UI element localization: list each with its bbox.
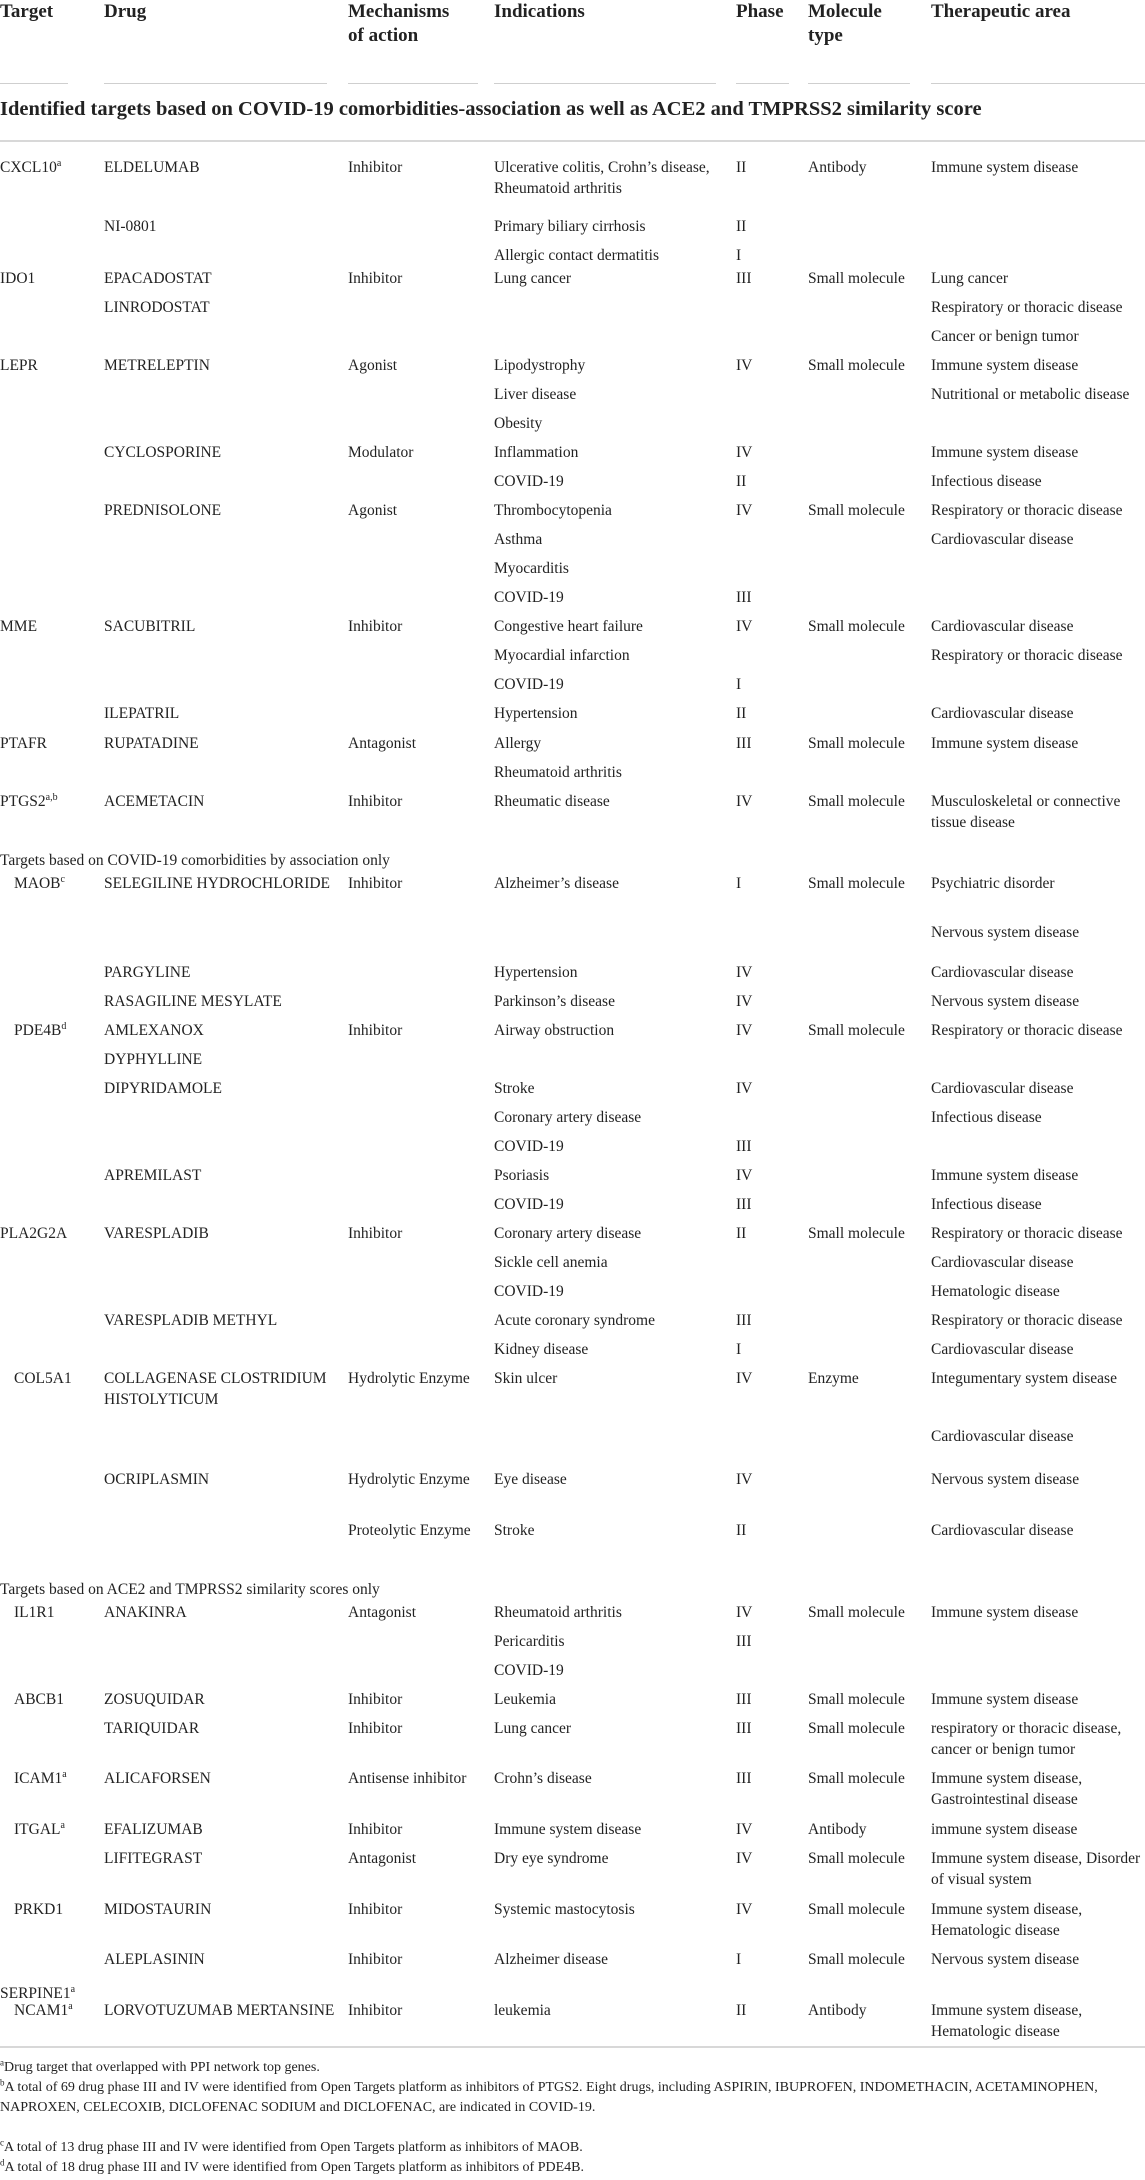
cell-area: Immune system disease bbox=[931, 1691, 1079, 1708]
column-header-drug: Drug bbox=[104, 1, 147, 22]
cell-area: Cardiovascular disease bbox=[931, 1522, 1074, 1539]
cell-ind: COVID-19 bbox=[494, 1196, 564, 1213]
cell-mol: Small molecule bbox=[808, 1850, 905, 1867]
cell-drug: COLLAGENASE CLOSTRIDIUM HISTOLYTICUM bbox=[104, 1370, 327, 1408]
cell-ind: COVID-19 bbox=[494, 473, 564, 490]
cell-phase: IV bbox=[736, 1022, 753, 1039]
cell-ind: Skin ulcer bbox=[494, 1370, 558, 1387]
cell-ind: Congestive heart failure bbox=[494, 618, 643, 635]
cell-drug: MIDOSTAURIN bbox=[104, 1901, 212, 1918]
cell-drug: ALICAFORSEN bbox=[104, 1770, 211, 1787]
cell-ind: Coronary artery disease bbox=[494, 1109, 642, 1126]
cell-mech: Inhibitor bbox=[348, 270, 403, 287]
cell-ind: Asthma bbox=[494, 531, 543, 548]
cell-ind: Kidney disease bbox=[494, 1341, 589, 1358]
cell-drug: CYCLOSPORINE bbox=[104, 444, 222, 461]
cell-drug: APREMILAST bbox=[104, 1167, 202, 1184]
section-heading-1: Identified targets based on COVID-19 comorbidities-association as well as ACE2 and TMPRSS2 similarity score bbox=[0, 98, 982, 120]
cell-mech: Inhibitor bbox=[348, 1821, 403, 1838]
header-underline bbox=[736, 83, 789, 84]
cell-ind: Acute coronary syndrome bbox=[494, 1312, 655, 1329]
cell-phase: II bbox=[736, 159, 747, 176]
cell-mech: Hydrolytic Enzyme bbox=[348, 1370, 470, 1387]
cell-ind: COVID-19 bbox=[494, 676, 564, 693]
cell-ind: Stroke bbox=[494, 1522, 535, 1539]
cell-area: Immune system disease, Hematologic disease bbox=[931, 2002, 1083, 2040]
cell-mol: Antibody bbox=[808, 159, 867, 176]
cell-ind: Rheumatoid arthritis bbox=[494, 764, 622, 781]
footnote: $^c$A total of 13 drug phase III and IV were identified from Open Targets platform as inhibitors of MAOB. bbox=[0, 2137, 583, 2155]
cell-drug: METRELEPTIN bbox=[104, 357, 210, 374]
cell-area: Cardiovascular disease bbox=[931, 531, 1074, 548]
cell-drug: LINRODOSTAT bbox=[104, 299, 210, 316]
column-header-indications: Indications bbox=[494, 1, 585, 22]
footnote-marker: a,b bbox=[45, 791, 58, 803]
cell-ind: Lung cancer bbox=[494, 1720, 572, 1737]
cell-ind: Sickle cell anemia bbox=[494, 1254, 608, 1271]
footnote-marker: a bbox=[60, 1819, 65, 1831]
cell-area: Cardiovascular disease bbox=[931, 1341, 1074, 1358]
cell-mech: Antagonist bbox=[348, 1850, 417, 1867]
cell-target: MAOB$^c$ bbox=[14, 873, 65, 892]
footnote: $^d$A total of 18 drug phase III and IV were identified from Open Targets platform as inhibitors of PDE4B. bbox=[0, 2157, 585, 2175]
cell-area: Cardiovascular disease bbox=[931, 618, 1074, 635]
cell-phase: III bbox=[736, 1770, 752, 1787]
cell-mol: Small molecule bbox=[808, 735, 905, 752]
cell-target: IL1R1 bbox=[14, 1604, 55, 1621]
table-rule bbox=[0, 2046, 1145, 2048]
cell-area: Nutritional or metabolic disease bbox=[931, 386, 1130, 403]
cell-ind: Immune system disease bbox=[494, 1821, 642, 1838]
cell-ind: Obesity bbox=[494, 415, 543, 432]
cell-target: ITGAL$^a$ bbox=[14, 1819, 65, 1838]
cell-area: Immune system disease bbox=[931, 1167, 1079, 1184]
cell-drug: ANAKINRA bbox=[104, 1604, 187, 1621]
cell-ind: leukemia bbox=[494, 2002, 551, 2019]
cell-mech: Hydrolytic Enzyme bbox=[348, 1471, 470, 1488]
footnote-marker: d bbox=[61, 1020, 67, 1032]
cell-mech: Inhibitor bbox=[348, 159, 403, 176]
table-rule bbox=[0, 140, 1145, 142]
column-header-area: Therapeutic area bbox=[931, 1, 1071, 22]
header-underline bbox=[494, 83, 716, 84]
cell-phase: IV bbox=[736, 618, 753, 635]
cell-area: Respiratory or thoracic disease bbox=[931, 1312, 1123, 1329]
cell-drug: VARESPLADIB METHYL bbox=[104, 1312, 278, 1329]
cell-area: Immune system disease bbox=[931, 735, 1079, 752]
cell-drug: ACEMETACIN bbox=[104, 793, 205, 810]
cell-drug: PARGYLINE bbox=[104, 964, 191, 981]
cell-ind: Eye disease bbox=[494, 1471, 567, 1488]
cell-area: Nervous system disease bbox=[931, 1951, 1080, 1968]
cell-mol: Small molecule bbox=[808, 1720, 905, 1737]
footnote: $^b$A total of 69 drug phase III and IV were identified from Open Targets platform as inhibitors of PTGS2. Eight drugs, including ASPIRIN, IBUPROFEN, INDOMETHACIN, ACETAMINOPHEN, NAPROXEN, CELECOXIB, DICLOFENAC SODIUM and DICLOFENAC, are indicated in COVID-19. bbox=[0, 2077, 1098, 2115]
cell-mol: Small molecule bbox=[808, 270, 905, 287]
cell-area: Cardiovascular disease bbox=[931, 705, 1074, 722]
cell-ind: Pericarditis bbox=[494, 1633, 565, 1650]
cell-ind: COVID-19 bbox=[494, 589, 564, 606]
cell-ind: Liver disease bbox=[494, 386, 577, 403]
cell-drug: DIPYRIDAMOLE bbox=[104, 1080, 222, 1097]
cell-ind: Allergy bbox=[494, 735, 542, 752]
cell-phase: III bbox=[736, 1196, 752, 1213]
cell-drug: ALEPLASININ bbox=[104, 1951, 205, 1968]
cell-mech: Proteolytic Enzyme bbox=[348, 1522, 471, 1539]
cell-area: Respiratory or thoracic disease bbox=[931, 1225, 1123, 1242]
column-header-phase: Phase bbox=[736, 1, 784, 22]
cell-ind: Lung cancer bbox=[494, 270, 572, 287]
cell-ind: Systemic mastocytosis bbox=[494, 1901, 635, 1918]
cell-target: SERPINE1$^a$ bbox=[0, 1983, 76, 2002]
cell-area: Respiratory or thoracic disease bbox=[931, 299, 1123, 316]
cell-target: COL5A1 bbox=[14, 1370, 72, 1387]
cell-mech: Agonist bbox=[348, 357, 398, 374]
cell-mech: Inhibitor bbox=[348, 1720, 403, 1737]
cell-area: respiratory or thoracic disease, cancer or benign tumor bbox=[931, 1720, 1122, 1758]
cell-phase: IV bbox=[736, 1850, 753, 1867]
footnote-marker: d bbox=[0, 2157, 5, 2168]
cell-phase: II bbox=[736, 473, 747, 490]
cell-phase: IV bbox=[736, 1080, 753, 1097]
footnote-marker: a bbox=[70, 1983, 76, 1995]
cell-ind: Parkinson’s disease bbox=[494, 993, 615, 1010]
header-underline bbox=[808, 83, 910, 84]
cell-mol: Enzyme bbox=[808, 1370, 859, 1387]
cell-phase: I bbox=[736, 1951, 742, 1968]
cell-area: Hematologic disease bbox=[931, 1283, 1060, 1300]
cell-phase: III bbox=[736, 1312, 752, 1329]
cell-phase: III bbox=[736, 735, 752, 752]
cell-target: ABCB1 bbox=[14, 1691, 64, 1708]
cell-ind: Ulcerative colitis, Crohn’s disease, Rheumatoid arthritis bbox=[494, 159, 710, 197]
cell-ind: Hypertension bbox=[494, 705, 578, 722]
footnote-marker: a bbox=[0, 2057, 4, 2068]
cell-mol: Small molecule bbox=[808, 1022, 905, 1039]
cell-target: PTAFR bbox=[0, 735, 47, 752]
cell-ind: Alzheimer disease bbox=[494, 1951, 609, 1968]
cell-ind: Psoriasis bbox=[494, 1167, 550, 1184]
cell-mol: Small molecule bbox=[808, 357, 905, 374]
cell-area: Immune system disease, Hematologic disease bbox=[931, 1901, 1083, 1939]
cell-ind: COVID-19 bbox=[494, 1138, 564, 1155]
cell-ind: Hypertension bbox=[494, 964, 578, 981]
cell-target: PLA2G2A bbox=[0, 1225, 68, 1242]
cell-area: Cardiovascular disease bbox=[931, 964, 1074, 981]
footnote-marker: c bbox=[0, 2137, 4, 2148]
cell-phase: III bbox=[736, 589, 752, 606]
cell-mech: Antagonist bbox=[348, 735, 417, 752]
cell-mol: Antibody bbox=[808, 1821, 867, 1838]
cell-target: MME bbox=[0, 618, 38, 635]
cell-phase: IV bbox=[736, 444, 753, 461]
cell-mol: Small molecule bbox=[808, 793, 905, 810]
cell-target: PRKD1 bbox=[14, 1901, 64, 1918]
footnote-marker: a bbox=[56, 157, 62, 169]
cell-phase: IV bbox=[736, 1167, 753, 1184]
cell-area: Psychiatric disorder bbox=[931, 875, 1055, 892]
cell-phase: IV bbox=[736, 793, 753, 810]
cell-drug: OCRIPLASMIN bbox=[104, 1471, 210, 1488]
cell-mol: Small molecule bbox=[808, 1604, 905, 1621]
cell-drug: EPACADOSTAT bbox=[104, 270, 212, 287]
cell-ind: COVID-19 bbox=[494, 1283, 564, 1300]
cell-mech: Inhibitor bbox=[348, 1691, 403, 1708]
cell-area: Nervous system disease bbox=[931, 993, 1080, 1010]
cell-target: IDO1 bbox=[0, 270, 36, 287]
cell-ind: Myocarditis bbox=[494, 560, 569, 577]
cell-mol: Small molecule bbox=[808, 1951, 905, 1968]
cell-ind: Coronary artery disease bbox=[494, 1225, 642, 1242]
cell-phase: II bbox=[736, 705, 747, 722]
cell-area: Respiratory or thoracic disease bbox=[931, 647, 1123, 664]
section-heading-2: Targets based on COVID-19 comorbidities by association only bbox=[0, 852, 390, 869]
cell-target: NCAM1$^a$ bbox=[14, 2000, 73, 2019]
header-underline bbox=[0, 83, 68, 84]
cell-mech: Inhibitor bbox=[348, 618, 403, 635]
cell-drug: RUPATADINE bbox=[104, 735, 199, 752]
cell-mech: Inhibitor bbox=[348, 1901, 403, 1918]
cell-ind: COVID-19 bbox=[494, 1662, 564, 1679]
cell-phase: IV bbox=[736, 964, 753, 981]
cell-mech: Antagonist bbox=[348, 1604, 417, 1621]
cell-area: Infectious disease bbox=[931, 1109, 1042, 1126]
footnote-marker: a bbox=[68, 2000, 73, 2012]
cell-ind: Crohn’s disease bbox=[494, 1770, 592, 1787]
cell-phase: IV bbox=[736, 502, 753, 519]
cell-area: Nervous system disease bbox=[931, 924, 1080, 941]
cell-mech: Agonist bbox=[348, 502, 398, 519]
cell-ind: Myocardial infarction bbox=[494, 647, 630, 664]
cell-area: Immune system disease bbox=[931, 444, 1079, 461]
cell-mol: Small molecule bbox=[808, 502, 905, 519]
cell-drug: VARESPLADIB bbox=[104, 1225, 209, 1242]
cell-mech: Inhibitor bbox=[348, 1951, 403, 1968]
cell-ind: Stroke bbox=[494, 1080, 535, 1097]
cell-phase: III bbox=[736, 1138, 752, 1155]
cell-phase: IV bbox=[736, 993, 753, 1010]
cell-target: LEPR bbox=[0, 357, 38, 374]
cell-phase: IV bbox=[736, 1901, 753, 1918]
cell-area: Cardiovascular disease bbox=[931, 1080, 1074, 1097]
cell-area: Infectious disease bbox=[931, 1196, 1042, 1213]
cell-phase: III bbox=[736, 1691, 752, 1708]
cell-ind: Primary biliary cirrhosis bbox=[494, 218, 646, 235]
cell-area: Immune system disease, Disorder of visual system bbox=[931, 1850, 1141, 1888]
cell-ind: Rheumatoid arthritis bbox=[494, 1604, 622, 1621]
cell-phase: II bbox=[736, 1225, 747, 1242]
cell-phase: I bbox=[736, 1341, 742, 1358]
cell-phase: IV bbox=[736, 357, 753, 374]
cell-mol: Small molecule bbox=[808, 875, 905, 892]
cell-drug: DYPHYLLINE bbox=[104, 1051, 203, 1068]
header-underline bbox=[348, 83, 478, 84]
cell-drug: SACUBITRIL bbox=[104, 618, 196, 635]
cell-drug: LORVOTUZUMAB MERTANSINE bbox=[104, 2002, 335, 2019]
footnote: $^a$Drug target that overlapped with PPI network top genes. bbox=[0, 2057, 320, 2075]
cell-drug: LIFITEGRAST bbox=[104, 1850, 203, 1867]
cell-area: Lung cancer bbox=[931, 270, 1009, 287]
cell-area: Infectious disease bbox=[931, 473, 1042, 490]
cell-area: Immune system disease bbox=[931, 357, 1079, 374]
cell-phase: IV bbox=[736, 1370, 753, 1387]
cell-phase: II bbox=[736, 218, 747, 235]
cell-drug: RASAGILINE MESYLATE bbox=[104, 993, 282, 1010]
cell-phase: I bbox=[736, 676, 742, 693]
cell-phase: II bbox=[736, 1522, 747, 1539]
cell-phase: IV bbox=[736, 1604, 753, 1621]
footnote-marker: b bbox=[0, 2077, 5, 2088]
cell-phase: III bbox=[736, 1633, 752, 1650]
cell-mech: Inhibitor bbox=[348, 875, 403, 892]
cell-drug: ILEPATRIL bbox=[104, 705, 180, 722]
cell-phase: III bbox=[736, 1720, 752, 1737]
cell-mech: Inhibitor bbox=[348, 1022, 403, 1039]
cell-mech: Inhibitor bbox=[348, 2002, 403, 2019]
cell-mol: Small molecule bbox=[808, 1691, 905, 1708]
cell-ind: Dry eye syndrome bbox=[494, 1850, 609, 1867]
header-underline bbox=[931, 83, 1145, 84]
column-header-mechanism: Mechanisms of action bbox=[348, 1, 450, 46]
cell-mech: Modulator bbox=[348, 444, 414, 461]
cell-ind: Allergic contact dermatitis bbox=[494, 247, 659, 264]
header-underline bbox=[104, 83, 327, 84]
cell-area: immune system disease bbox=[931, 1821, 1078, 1838]
cell-drug: ZOSUQUIDAR bbox=[104, 1691, 205, 1708]
section-heading-3: Targets based on ACE2 and TMPRSS2 similarity scores only bbox=[0, 1581, 380, 1598]
cell-target: $PDE4B^d$ bbox=[14, 1020, 67, 1039]
cell-area: Musculoskeletal or connective tissue disease bbox=[931, 793, 1121, 831]
cell-drug: TARIQUIDAR bbox=[104, 1720, 200, 1737]
cell-ind: Alzheimer’s disease bbox=[494, 875, 619, 892]
cell-ind: Airway obstruction bbox=[494, 1022, 615, 1039]
cell-phase: IV bbox=[736, 1471, 753, 1488]
cell-area: Immune system disease, Gastrointestinal disease bbox=[931, 1770, 1083, 1808]
cell-ind: Leukemia bbox=[494, 1691, 556, 1708]
cell-mech: Inhibitor bbox=[348, 1225, 403, 1242]
cell-area: Respiratory or thoracic disease bbox=[931, 1022, 1123, 1039]
cell-ind: Inflammation bbox=[494, 444, 579, 461]
column-header-molecule: Molecule type bbox=[808, 1, 882, 46]
cell-drug: SELEGILINE HYDROCHLORIDE bbox=[104, 875, 331, 892]
cell-mol: Small molecule bbox=[808, 1901, 905, 1918]
cell-drug: NI-0801 bbox=[104, 218, 157, 235]
cell-phase: IV bbox=[736, 1821, 753, 1838]
cell-area: Immune system disease bbox=[931, 1604, 1079, 1621]
cell-mol: Antibody bbox=[808, 2002, 867, 2019]
cell-ind: Thrombocytopenia bbox=[494, 502, 612, 519]
cell-phase: III bbox=[736, 270, 752, 287]
cell-drug: EFALIZUMAB bbox=[104, 1821, 203, 1838]
cell-area: Immune system disease bbox=[931, 159, 1079, 176]
cell-phase: I bbox=[736, 247, 742, 264]
cell-ind: Lipodystrophy bbox=[494, 357, 586, 374]
cell-ind: Rheumatic disease bbox=[494, 793, 610, 810]
cell-target: ICAM1$^a$ bbox=[14, 1768, 67, 1787]
footnote-marker: a bbox=[62, 1768, 67, 1780]
cell-area: Integumentary system disease bbox=[931, 1370, 1117, 1387]
cell-target: PTGS2$^{a,b}$ bbox=[0, 791, 58, 810]
cell-phase: II bbox=[736, 2002, 747, 2019]
cell-area: Cardiovascular disease bbox=[931, 1254, 1074, 1271]
footnote-marker: c bbox=[60, 873, 65, 885]
cell-phase: I bbox=[736, 875, 742, 892]
column-header-target: Target bbox=[0, 1, 54, 22]
cell-area: Respiratory or thoracic disease bbox=[931, 502, 1123, 519]
cell-area: Cardiovascular disease bbox=[931, 1428, 1074, 1445]
cell-target: CXCL10$^a$ bbox=[0, 157, 62, 176]
cell-mol: Small molecule bbox=[808, 618, 905, 635]
cell-area: Nervous system disease bbox=[931, 1471, 1080, 1488]
cell-mol: Small molecule bbox=[808, 1770, 905, 1787]
cell-mech: Antisense inhibitor bbox=[348, 1770, 467, 1787]
cell-drug: PREDNISOLONE bbox=[104, 502, 222, 519]
cell-area: Cancer or benign tumor bbox=[931, 328, 1079, 345]
cell-mol: Small molecule bbox=[808, 1225, 905, 1242]
cell-drug: AMLEXANOX bbox=[104, 1022, 204, 1039]
cell-drug: ELDELUMAB bbox=[104, 159, 200, 176]
cell-mech: Inhibitor bbox=[348, 793, 403, 810]
